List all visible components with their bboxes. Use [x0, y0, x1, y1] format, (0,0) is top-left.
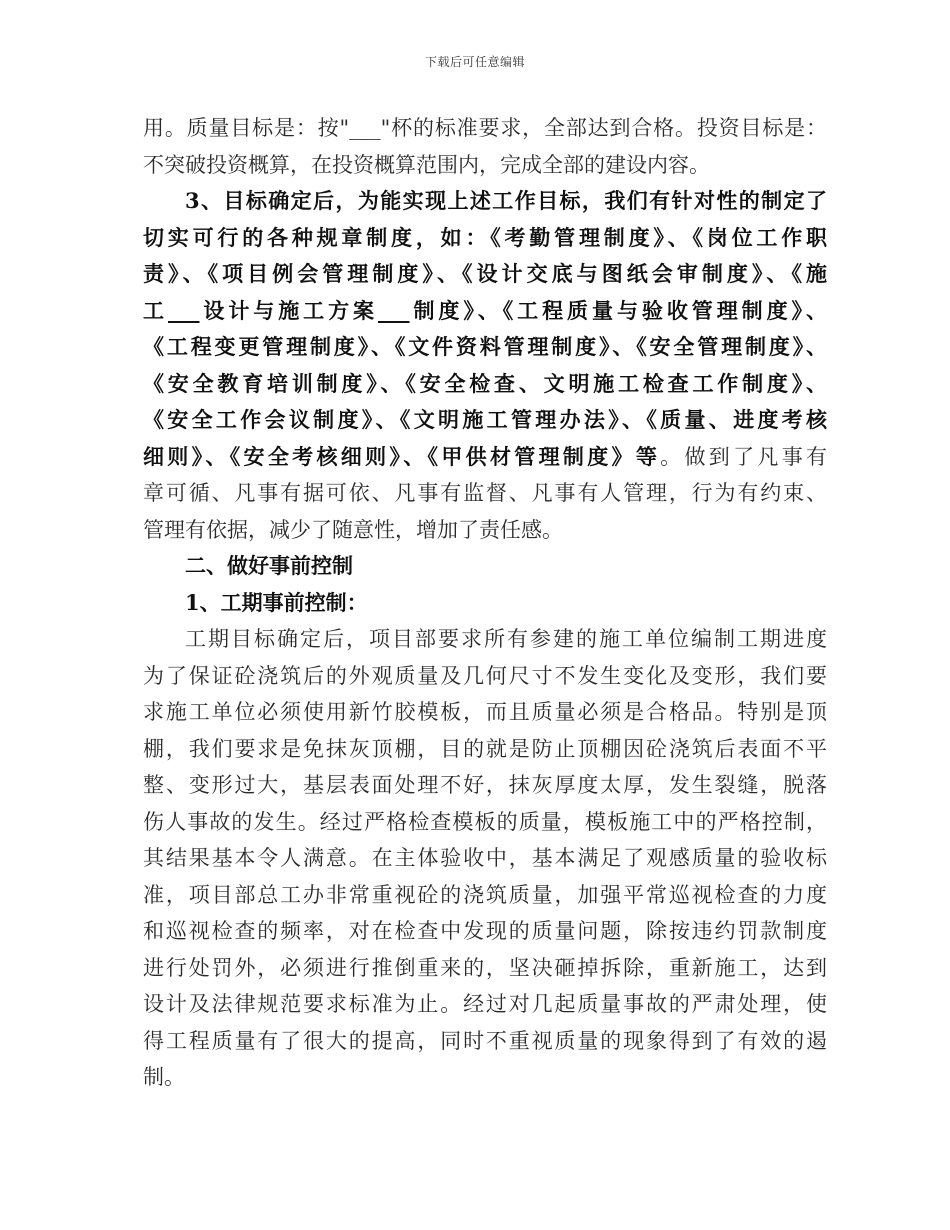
- text-line: 制。: [143, 1065, 185, 1089]
- text-line: 得工程质量有了很大的提高，同时不重视质量的现象得到了有效的遏: [143, 1028, 827, 1053]
- text-line: [143, 439, 827, 476]
- text-line: 切实可行的各种规章制度，如：《考勤管理制度》、《岗位工作职: [143, 224, 827, 250]
- text-line: 棚，我们要求是免抹灰顶棚，目的就是防止顶棚因砼浇筑后表面不平: [143, 736, 827, 761]
- text-line: 责》、《项目例会管理制度》、《设计交底与图纸会审制度》、《施: [143, 261, 827, 286]
- document-body: [143, 110, 827, 1096]
- text-line: 1、工期事前控制：: [185, 589, 368, 615]
- text-line: 进行处罚外，必须进行推倒重来的，坚决砸掉拆除，重新施工，达到: [143, 955, 827, 980]
- text-segment: 细则》、《安全考核细则》、《甲供材管理制度》等: [143, 443, 661, 469]
- text-line: 管理有依据，减少了随意性，增加了责任感。: [143, 517, 563, 542]
- text-line: 整、变形过大，基层表面处理不好，抹灰厚度太厚，发生裂缝，脱落: [143, 773, 827, 797]
- text-line: 工期目标确定后，项目部要求所有参建的施工单位编制工期进度: [185, 627, 827, 651]
- text-line: 为了保证砼浇筑后的外观质量及几何尺寸不发生变化及变形，我们要: [143, 663, 827, 688]
- page-header: 下载后可任意编辑: [424, 55, 525, 69]
- text-line: 《工程变更管理制度》、《文件资料管理制度》、《安全管理制度》、: [143, 334, 827, 359]
- text-line: 伤人事故的发生。经过严格检查模板的质量，模板施工中的严格控制，: [143, 809, 827, 834]
- text-line: 《安全工作会议制度》、《文明施工管理办法》、《质量、进度考核: [143, 407, 827, 432]
- text-line: 和巡视检查的频率，对在检查中发现的质量问题，除按违约罚款制度: [143, 919, 827, 943]
- text-line: 章可循、凡事有据可依、凡事有监督、凡事有人管理，行为有约束、: [143, 481, 827, 505]
- text-line: 工___设计与施工方案___制度》、《工程质量与验收管理制度》、: [143, 297, 827, 323]
- text-line: 二、做好事前控制: [185, 553, 353, 578]
- text-line: 设计及法律规范要求标准为止。经过对几起质量事故的严肃处理，使: [143, 992, 827, 1016]
- text-line: 不突破投资概算，在投资概算范围内，完成全部的建设内容。: [143, 152, 710, 177]
- text-line: 准，项目部总工办非常重视砼的浇筑质量，加强平常巡视检查的力度: [143, 882, 827, 907]
- text-line: 3、目标确定后，为能实现上述工作目标，我们有针对性的制定了: [185, 188, 827, 213]
- text-line: 《安全教育培训制度》、《安全检查、文明施工检查工作制度》、: [143, 370, 827, 396]
- text-line: 求施工单位必须使用新竹胶模板，而且质量必须是合格品。特别是顶: [143, 700, 827, 724]
- text-line: 其结果基本令人满意。在主体验收中，基本满足了观感质量的验收标: [143, 846, 827, 870]
- text-segment: 。做到了凡事有: [660, 444, 828, 469]
- text-line: 用。质量目标是：按"___"杯的标准要求，全部达到合格。投资目标是：: [143, 116, 827, 140]
